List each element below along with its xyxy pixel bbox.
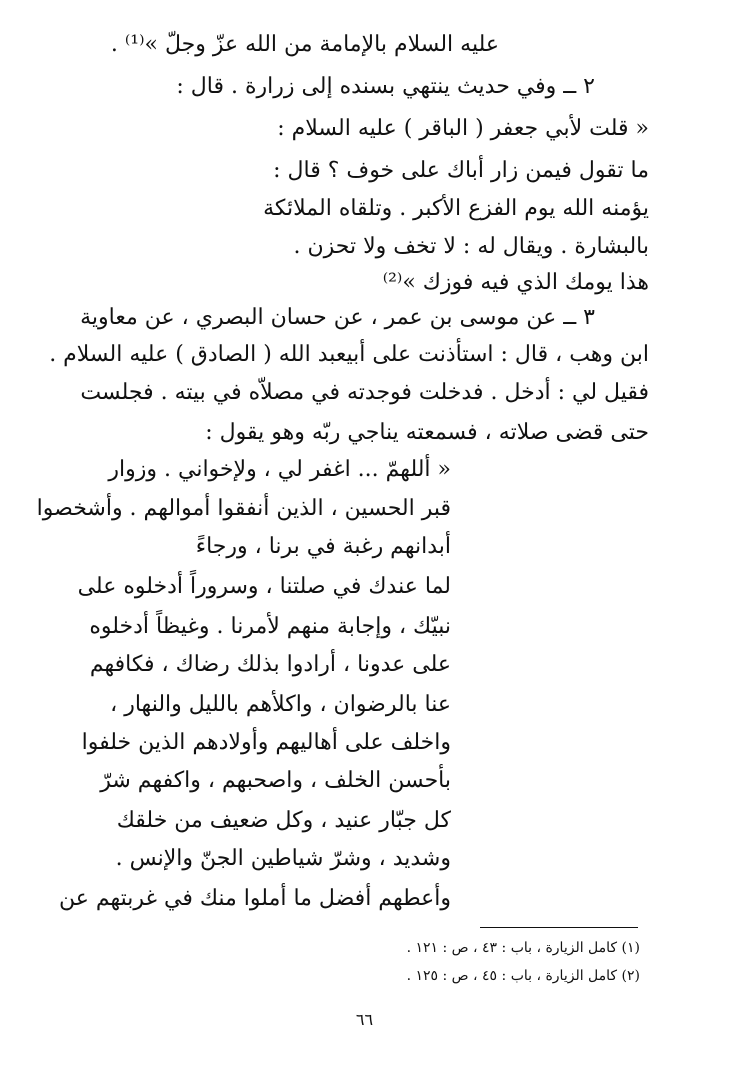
text-line: « أللهمّ ... اغفر لي ، ولإخواني . وزوار (108, 457, 451, 482)
text-line: هذا يومك الذي فيه فوزك »⁽²⁾ (382, 270, 649, 295)
text-line: وشديد ، وشرّ شياطين الجنّ والإنس . (115, 846, 451, 871)
footnote-separator (480, 927, 638, 928)
text-line: « قلت لأبي جعفر ( الباقر ) عليه السلام : (277, 116, 649, 141)
page-number: ٦٦ (355, 1010, 374, 1029)
footnote: (٢) كامل الزيارة ، باب : ٤٥ ، ص : ١٢٥ . (406, 968, 640, 984)
footnote: (١) كامل الزيارة ، باب : ٤٣ ، ص : ١٢١ . (406, 940, 640, 956)
text-line: قبر الحسين ، الذين أنفقوا أموالهم . وأشخصوا (36, 496, 451, 521)
text-line: حتى قضى صلاته ، فسمعته يناجي ربّه وهو يقول : (205, 420, 649, 445)
text-line: ٢ ــ وفي حديث ينتهي بسنده إلى زرارة . قال : (176, 74, 595, 99)
text-line: ٣ ــ عن موسى بن عمر ، عن حسان البصري ، عن معاوية (80, 305, 595, 330)
text-line: كل جبّار عنيد ، وكل ضعيف من خلقك (116, 808, 451, 833)
text-line: أبدانهم رغبة في برنا ، ورجاءً (195, 534, 451, 559)
text-line: يؤمنه الله يوم الفزع الأكبر . وتلقاه الملائكة (263, 196, 649, 221)
text-line: فقيل لي : أدخل . فدخلت فوجدته في مصلاّه في بيته . فجلست (80, 380, 649, 405)
text-line: ابن وهب ، قال : استأذنت على أبيعبد الله ( الصادق ) عليه السلام . (49, 342, 649, 367)
text-line: عليه السلام بالإمامة من الله عزّ وجلّ »⁽¹⁾ . (110, 32, 499, 57)
text-line: عنا بالرضوان ، واكلأهم بالليل والنهار ، (110, 692, 451, 717)
text-line: على عدونا ، أرادوا بذلك رضاك ، فكافهم (89, 652, 451, 677)
text-line: وأعطهم أفضل ما أملوا منك في غربتهم عن (58, 886, 451, 911)
text-line: واخلف على أهاليهم وأولادهم الذين خلفوا (81, 730, 451, 755)
text-line: بأحسن الخلف ، واصحبهم ، واكفهم شرّ (100, 768, 451, 793)
text-line: بالبشارة . ويقال له : لا تخف ولا تحزن . (293, 234, 649, 259)
text-line: ما تقول فيمن زار أباك على خوف ؟ قال : (273, 158, 649, 183)
text-line: نبيّك ، وإجابة منهم لأمرنا . وغيظاً أدخلوه (89, 614, 451, 639)
text-line: لما عندك في صلتنا ، وسروراً أدخلوه على (77, 574, 451, 599)
